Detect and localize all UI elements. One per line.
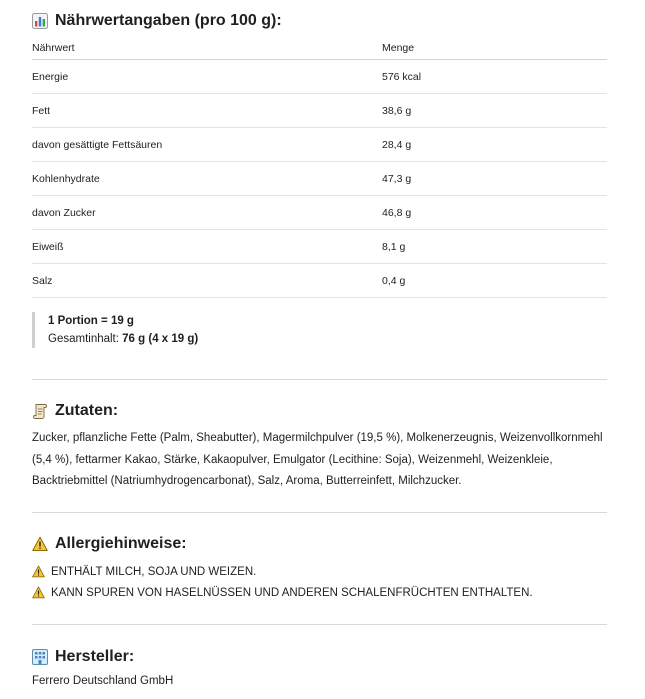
divider bbox=[32, 512, 607, 513]
nutrient-name: Salz bbox=[32, 264, 382, 298]
warning-icon bbox=[32, 536, 48, 552]
table-row bbox=[32, 60, 607, 94]
warning-icon bbox=[32, 565, 45, 578]
nutrient-value: 8,1 g bbox=[382, 230, 607, 264]
table-row bbox=[32, 162, 607, 196]
warning-icon bbox=[32, 586, 45, 599]
divider bbox=[32, 624, 607, 625]
nutrient-value: 28,4 g bbox=[382, 128, 607, 162]
allergen-item bbox=[32, 586, 533, 599]
allergens-heading bbox=[32, 535, 187, 553]
table-row bbox=[32, 230, 607, 264]
manufacturer-heading-text: Hersteller: bbox=[55, 648, 135, 665]
allergen-text: ENTHÄLT MILCH, SOJA UND WEIZEN. bbox=[51, 565, 257, 578]
table-row bbox=[32, 196, 607, 230]
nutrient-value: 38,6 g bbox=[382, 94, 607, 128]
total-content-value: 76 g (4 x 19 g) bbox=[122, 333, 199, 345]
nutrient-value: 0,4 g bbox=[382, 264, 607, 298]
ingredients-text: Zucker, pflanzliche Fette (Palm, Sheabutter), Magermilchpulver (19,5 %), Molkenerzeugnis, Weizenvollkornmehl (5,4 %), fettarmer Kakao, Stärke, Kakaopulver, Emulgator (Lecithine: Soja), Weizenmehl, Weizenkleie, Backtriebmittel (Natriumhydrogencarbonat), Salz, Aroma, Butterreinfett, Milchzucker. bbox=[32, 432, 603, 487]
allergens-heading-text: Allergiehinweise: bbox=[55, 535, 187, 552]
nutrient-name: Fett bbox=[32, 94, 382, 128]
building-icon bbox=[32, 649, 48, 665]
column-header-nutrient: Nährwert bbox=[32, 36, 382, 60]
divider bbox=[32, 379, 607, 380]
table-header-row bbox=[32, 36, 607, 60]
nutrition-heading bbox=[32, 12, 282, 30]
nutrition-heading-text: Nährwertangaben (pro 100 g): bbox=[55, 12, 282, 29]
nutrient-name: davon gesättigte Fettsäuren bbox=[32, 128, 382, 162]
ingredients-heading bbox=[32, 402, 118, 420]
manufacturer-heading bbox=[32, 648, 134, 666]
column-header-amount: Menge bbox=[382, 36, 607, 60]
allergen-text: KANN SPUREN VON HASELNÜSSEN UND ANDEREN SCHALENFRÜCHTEN ENTHALTEN. bbox=[51, 586, 533, 599]
table-row bbox=[32, 128, 607, 162]
nutrient-value: 47,3 g bbox=[382, 162, 607, 196]
nutrient-name: davon Zucker bbox=[32, 196, 382, 230]
total-content bbox=[48, 330, 198, 348]
nutrient-value: 46,8 g bbox=[382, 196, 607, 230]
portion-info bbox=[32, 312, 198, 348]
nutrition-table bbox=[32, 36, 607, 298]
nutrient-name: Eiweiß bbox=[32, 230, 382, 264]
total-content-label: Gesamtinhalt: bbox=[48, 333, 119, 345]
nutrient-name: Energie bbox=[32, 60, 382, 94]
manufacturer-name: Ferrero Deutschland GmbH bbox=[32, 675, 174, 687]
ingredients-heading-text: Zutaten: bbox=[55, 402, 119, 419]
table-row bbox=[32, 94, 607, 128]
table-row bbox=[32, 264, 607, 298]
scroll-icon bbox=[32, 403, 48, 419]
allergen-item bbox=[32, 565, 256, 578]
bar-chart-icon bbox=[32, 13, 48, 29]
nutrient-value: 576 kcal bbox=[382, 60, 607, 94]
portion-size: 1 Portion = 19 g bbox=[48, 315, 134, 327]
nutrient-name: Kohlenhydrate bbox=[32, 162, 382, 196]
